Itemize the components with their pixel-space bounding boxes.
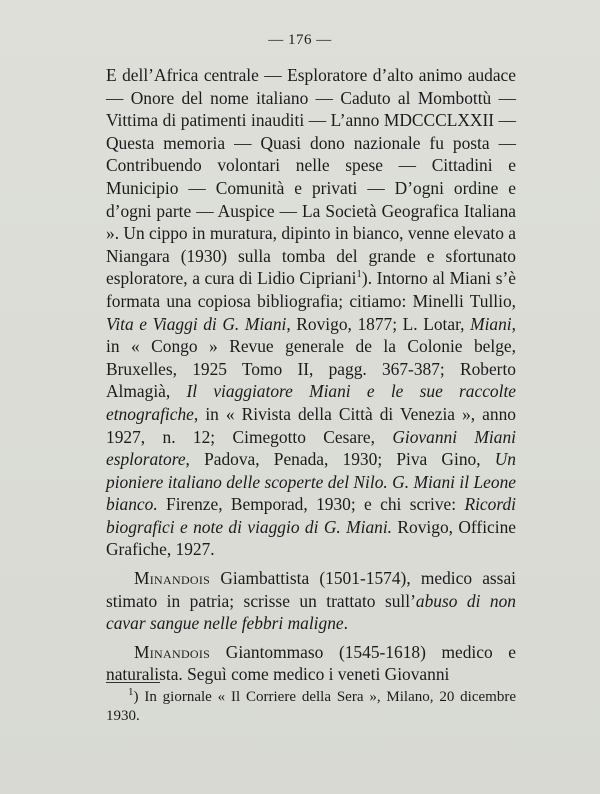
italic-title: Ricordi biografici e note di viaggio di G. Miani. xyxy=(106,494,516,537)
footnote-text: ) In giornale « Il Corriere della Sera », Milano, 20 dicembre 1930. xyxy=(106,689,516,724)
text-run: , Rovigo, 1877; L. Lotar, xyxy=(286,313,471,334)
main-text xyxy=(106,64,516,686)
text-run: E dell’Africa centrale — Esploratore d’alto animo audace — Onore del nome italiano — Caduto al Mombottù — Vittima di patimenti inauditi — L’anno MDCCCLXXII — Questa memoria — Quasi dono nazionale fu posta — Contribuendo volontari nelle spese — Cittadini e Municipio — Comunità e privati — D’ogni ordine e d’ogni parte — Auspice — La Società Geografica Italiana ». Un cippo in muratura, dipinto in bianco, venne elevato a Niangara (1930) sulla tomba del grande e sfortunato esploratore, a cura di Lidio Cipriani xyxy=(106,65,517,289)
text-run: Giantommaso (1545-1618) medico e naturalista. Seguì come medico i veneti Giovanni xyxy=(106,641,516,685)
paragraph-miani-bibliography xyxy=(106,64,516,561)
footnote-reference: 1 xyxy=(356,268,362,281)
text-run: ). Intorno al Miani s’è formata una copiosa bibliografia; citiamo: Minelli Tullio, xyxy=(106,268,517,311)
italic-title: Il viaggiatore Miani e le sue raccolte etnografiche xyxy=(106,381,516,424)
entry-name: Minandois xyxy=(134,568,211,589)
text-run: Giambattista (1501-1574), medico assai stimato in patria; scrisse un trattato sull’ xyxy=(106,568,516,611)
footnote-divider xyxy=(106,682,160,683)
footnote-marker: 1 xyxy=(128,686,134,698)
italic-title: Un pioniere italiano delle scoperte del Nilo. G. Miani il Leone bianco. xyxy=(106,449,516,515)
italic-title: abuso di non cavar sangue nelle febbri maligne xyxy=(106,590,516,634)
page-number: — 176 — xyxy=(268,32,332,48)
italic-title: Giovanni Miani esploratore xyxy=(106,426,516,470)
text-run: . xyxy=(343,613,348,634)
text-run: Firenze, Bemporad, 1930; e chi scrive: xyxy=(157,494,465,515)
text-run: , in « Rivista della Città di Venezia », anno 1927, n. 12; Cimegotto Cesare, xyxy=(106,403,516,447)
text-run: Rovigo, Officine Grafiche, 1927. xyxy=(106,516,517,560)
entry-minandois-giantommaso xyxy=(106,641,516,686)
entry-name: Minandois xyxy=(134,641,211,662)
italic-title: Miani xyxy=(470,313,512,334)
footnote xyxy=(106,688,516,726)
italic-title: Vita e Viaggi di G. Miani xyxy=(106,313,287,334)
entry-minandois-giambattista xyxy=(106,567,516,635)
text-run: , in « Congo » Revue generale de la Colonie belge, Bruxelles, 1925 Tomo II, pagg. 367-387; Roberto Almagià, xyxy=(106,313,516,402)
text-run: , Padova, Penada, 1930; Piva Gino, xyxy=(185,449,495,470)
